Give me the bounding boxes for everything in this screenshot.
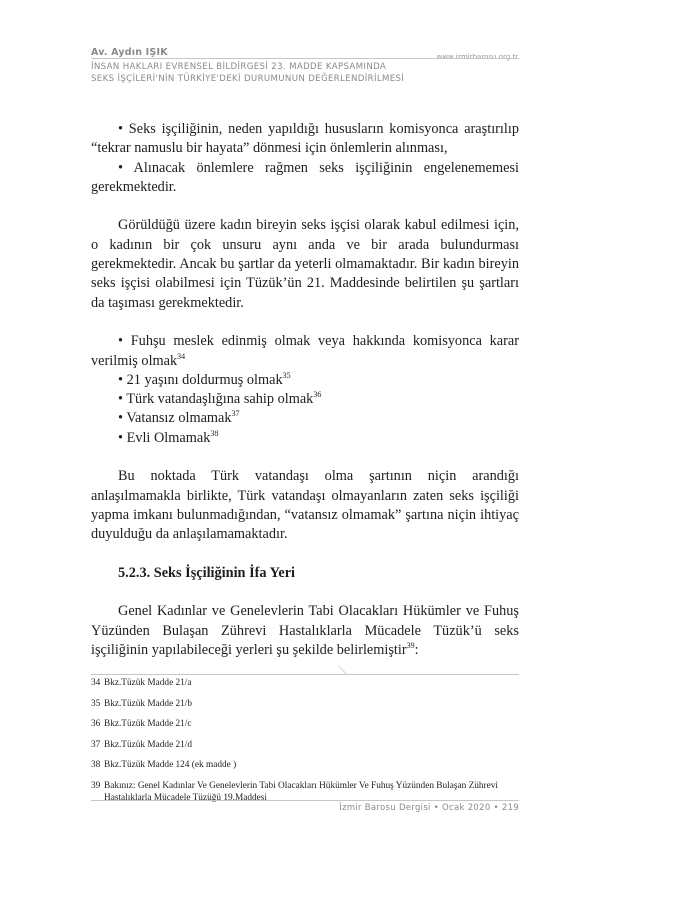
footnote-ref[interactable]: 34 <box>177 351 186 361</box>
footnote-ref[interactable]: 39 <box>406 641 415 651</box>
body-paragraph <box>91 602 519 660</box>
body-paragraph: Görüldüğü üzere kadın bireyin seks işçisi olarak kabul edilmesi için, o kadının bir çok unsuru aynı anda ve bir arada bulundurması gerekmektedir. Ancak bu şartlar da yeterli olmamaktadır. Bir kadın bireyin seks işçisi olabilmesi için Tüzük’ün 21. Maddesinde belirtilen şu şartları da taşıması gerekmektedir. <box>91 217 519 311</box>
condition-text: • Vatansız olmamak <box>118 410 232 427</box>
body-paragraph: Bu noktada Türk vatandaşı olma şartının niçin arandığı anlaşılmamakla birlikte, Türk vatandaşı olmayanların zaten seks işçiliği yapma imkanı bulunmadığından, “vatansız olmamak” şartına niçin ihtiyaç duyulduğu da anlaşılamamaktadır. <box>91 468 519 543</box>
author-name: Av. Aydın IŞIK <box>91 47 168 58</box>
paragraph-text: Genel Kadınlar ve Genelevlerin Tabi Olacakları Hükümler ve Fuhuş Yüzünden Bulaşan Zührevi Hastalıklarla Mücadele Tüzük’ü seks işçiliğinin yapılabileceği yerleri şu şekilde belirlemiştir <box>91 603 519 659</box>
footnote-ref[interactable]: 35 <box>282 371 291 381</box>
bullet-paragraph: • Seks işçiliğinin, neden yapıldığı hususların komisyonca araştırılıp “tekrar namuslu bir hayata” dönmesi için önlemlerin alınması, <box>91 121 519 157</box>
footnote-ref[interactable]: 38 <box>210 428 219 438</box>
footnote-number: 35 <box>91 698 101 709</box>
footnote-text: Bkz.Tüzük Madde 124 (ek madde ) <box>104 760 237 771</box>
condition-item <box>91 332 519 371</box>
footnote <box>91 698 519 710</box>
footnote-divider-notch <box>322 666 347 674</box>
footnote <box>91 739 519 751</box>
header-divider <box>91 58 519 59</box>
condition-text: • Türk vatandaşlığına sahip olmak <box>118 391 314 408</box>
footnote-text: Bkz.Tüzük Madde 21/c <box>104 719 192 730</box>
footnote <box>91 718 519 730</box>
running-title-line-1: İNSAN HAKLARI EVRENSEL BİLDİRGESİ 23. MADDE KAPSAMINDA <box>91 62 387 72</box>
footnote-divider <box>91 674 519 675</box>
footer-divider <box>91 800 519 801</box>
website-url: www.izmirbarosu.org.tr <box>436 53 518 61</box>
footnote-number: 39 <box>91 780 101 791</box>
section-heading: 5.2.3. Seks İşçiliğinin İfa Yeri <box>118 564 296 581</box>
running-title <box>91 61 521 85</box>
condition-item <box>91 371 519 390</box>
condition-item <box>91 409 519 428</box>
footnote <box>91 677 519 689</box>
footnote-number: 36 <box>91 719 101 730</box>
condition-text: • Fuhşu meslek edinmiş olmak veya hakkında komisyonca karar verilmiş olmak <box>91 333 519 369</box>
condition-item <box>91 390 519 409</box>
body-text <box>91 120 519 660</box>
footnote <box>91 759 519 771</box>
footnote-text: Bakınız: Genel Kadınlar Ve Genelevlerin Tabi Olacakları Hükümler Ve Fuhuş Yüzünden Bulaşan Zührevi Hastalıklarla Mücadele Tüzüğü 19.Maddesi <box>104 780 499 803</box>
condition-item <box>91 429 519 448</box>
footnote-number: 37 <box>91 739 101 750</box>
condition-text: • 21 yaşını doldurmuş olmak <box>118 371 283 388</box>
footnotes <box>91 677 519 813</box>
footnote-number: 38 <box>91 760 101 771</box>
condition-text: • Evli Olmamak <box>118 429 211 446</box>
footnote-text: Bkz.Tüzük Madde 21/b <box>104 698 193 709</box>
footnote-number: 34 <box>91 678 101 688</box>
footnote-ref[interactable]: 36 <box>313 390 322 400</box>
footnote-text: Bkz.Tüzük Madde 21/a <box>104 678 192 688</box>
running-title-line-2: SEKS İŞÇİLERİ'NİN TÜRKİYE'DEKİ DURUMUNUN DEĞERLENDİRİLMESİ <box>91 74 405 84</box>
page-footer: İzmir Barosu Dergisi • Ocak 2020 • 219 <box>339 803 519 813</box>
paragraph-end: : <box>414 642 419 659</box>
bullet-paragraph: • Alınacak önlemlere rağmen seks işçiliğinin engelenememesi gerekmektedir. <box>91 159 519 195</box>
footnote-ref[interactable]: 37 <box>231 409 240 419</box>
footnote-text: Bkz.Tüzük Madde 21/d <box>104 739 193 750</box>
